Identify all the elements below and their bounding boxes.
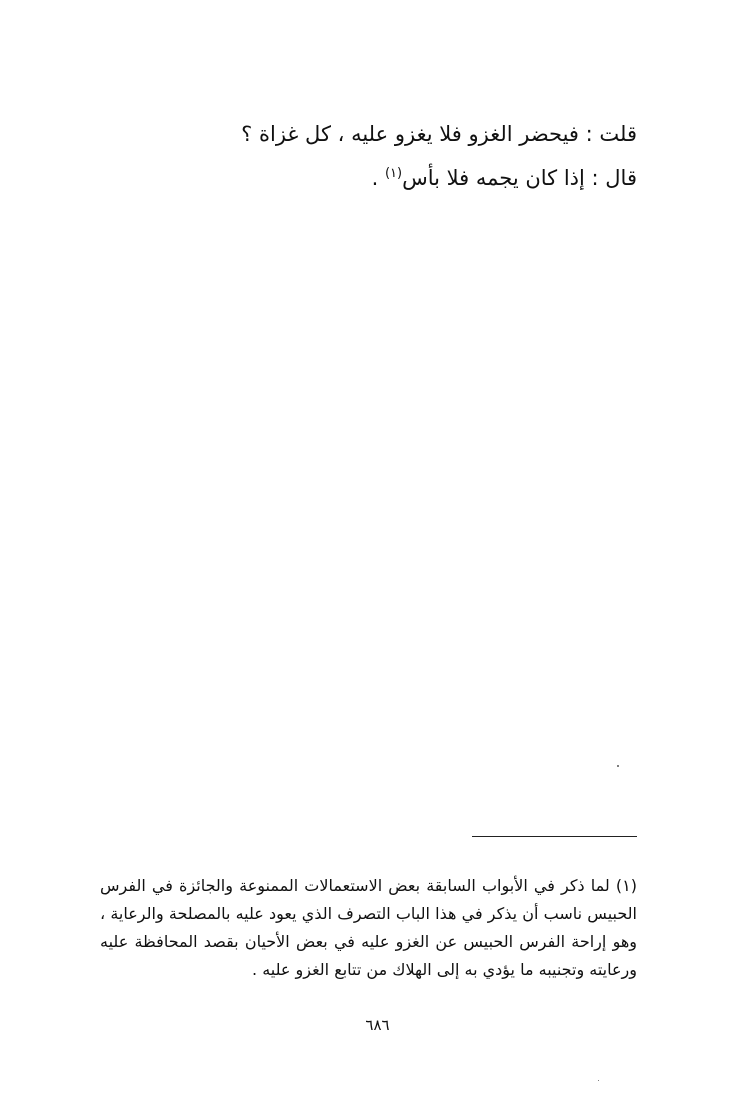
main-line-question: قلت : فيحضر الغزو فلا يغزو عليه ، كل غزاة ؟ bbox=[241, 122, 637, 146]
page-number: ٦٨٦ bbox=[365, 1016, 390, 1034]
scan-speck bbox=[598, 1080, 599, 1081]
footnote-divider bbox=[472, 836, 637, 837]
main-line-answer bbox=[117, 156, 637, 200]
answer-end: . bbox=[371, 166, 385, 190]
footnote-reference[interactable]: (١) bbox=[384, 166, 403, 181]
footnote bbox=[100, 872, 637, 984]
footnote-text: (١) لما ذكر في الأبواب السابقة بعض الاستعمالات الممنوعة والجائزة في الفرس الحبيس ناسب أن يذكر في هذا الباب التصرف الذي يعود عليه بالمصلحة والرعاية ، وهو إراحة الفرس الحبيس عن الغزو عليه في بعض الأحيان بقصد المحافظة عليه ورعايته وتجنيبه ما يؤدي به إلى الهلاك من تتابع الغزو عليه . bbox=[100, 876, 637, 979]
scan-speck bbox=[617, 765, 619, 767]
main-text bbox=[117, 112, 637, 200]
answer-text: قال : إذا كان يجمه فلا بأس bbox=[402, 166, 637, 190]
